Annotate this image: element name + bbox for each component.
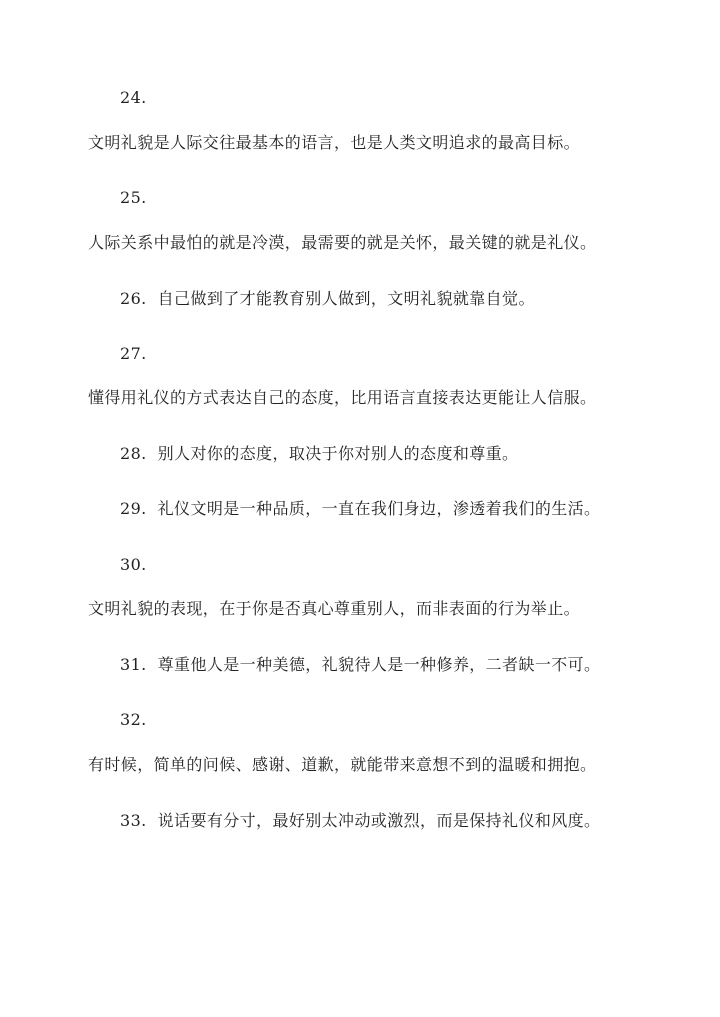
item-26-number: 26. — [120, 289, 147, 308]
item-29 — [120, 499, 600, 519]
item-29-number: 29. — [120, 499, 147, 518]
item-28 — [120, 444, 518, 464]
item-32-number: 32. — [120, 710, 147, 729]
item-31 — [120, 655, 600, 675]
item-27-text: 懂得用礼仪的方式表达自己的态度，比用语言直接表达更能让人信服。 — [88, 388, 597, 407]
item-30-number: 30. — [120, 555, 147, 574]
item-26-text: 自己做到了才能教育别人做到，文明礼貌就靠自觉。 — [157, 289, 535, 308]
item-27-number: 27. — [120, 344, 147, 363]
item-24-text: 文明礼貌是人际交往最基本的语言，也是人类文明追求的最高目标。 — [88, 133, 581, 152]
item-29-text: 礼仪文明是一种品质，一直在我们身边，渗透着我们的生活。 — [157, 499, 601, 518]
item-28-number: 28. — [120, 444, 147, 463]
item-31-number: 31. — [120, 655, 147, 674]
item-26 — [120, 289, 535, 309]
item-25-text: 人际关系中最怕的就是冷漠，最需要的就是关怀，最关键的就是礼仪。 — [88, 233, 597, 252]
item-30-text: 文明礼貌的表现，在于你是否真心尊重别人，而非表面的行为举止。 — [88, 599, 581, 618]
item-28-text: 别人对你的态度，取决于你对别人的态度和尊重。 — [157, 444, 519, 463]
item-33-number: 33. — [120, 811, 147, 830]
item-31-text: 尊重他人是一种美德，礼貌待人是一种修养，二者缺一不可。 — [157, 655, 601, 674]
item-32-text: 有时候，简单的问候、感谢、道歉，就能带来意想不到的温暖和拥抱。 — [88, 755, 597, 774]
item-24-number: 24. — [120, 88, 147, 107]
item-25-number: 25. — [120, 188, 147, 207]
item-33 — [120, 811, 600, 831]
item-33-text: 说话要有分寸，最好别太冲动或激烈，而是保持礼仪和风度。 — [157, 811, 601, 830]
